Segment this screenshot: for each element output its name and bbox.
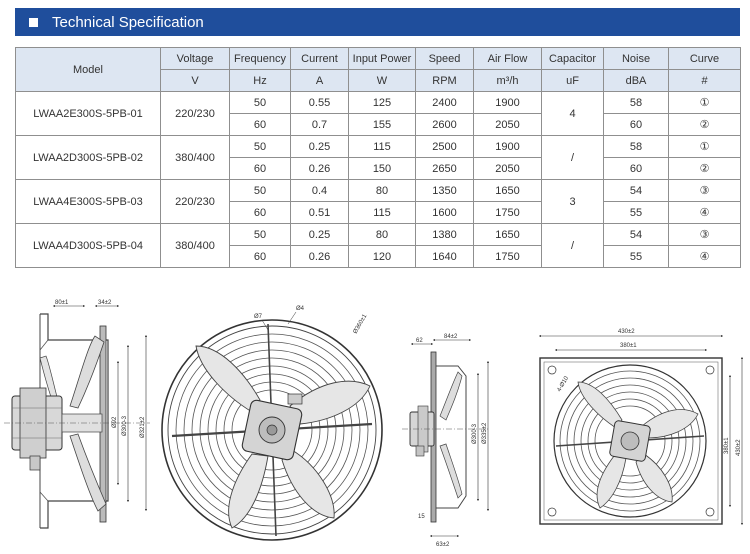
- column-header: Curve: [669, 48, 741, 70]
- side-view-plate-drawing: [402, 334, 490, 548]
- power-cell: 155: [349, 114, 416, 136]
- column-unit: m³/h: [474, 70, 542, 92]
- dim-plate-width-label: 430±2: [618, 329, 635, 335]
- speed-cell: 2500: [416, 136, 474, 158]
- curve-cell: ②: [669, 158, 741, 180]
- table-row: [16, 92, 741, 114]
- curve-cell: ①: [669, 92, 741, 114]
- airflow-cell: 2050: [474, 114, 542, 136]
- curve-cell: ②: [669, 114, 741, 136]
- table-row: [16, 180, 741, 202]
- spec-table: [15, 47, 741, 268]
- section-title: Technical Specification: [52, 13, 204, 31]
- current-cell: 0.51: [291, 202, 349, 224]
- column-header: Input Power: [349, 48, 416, 70]
- airflow-cell: 1900: [474, 92, 542, 114]
- curve-cell: ③: [669, 224, 741, 246]
- dim-hub-label: Ø92: [112, 416, 118, 428]
- front-view-drawing: [162, 306, 382, 540]
- current-cell: 0.4: [291, 180, 349, 202]
- column-header: Air Flow: [474, 48, 542, 70]
- frequency-cell: 50: [230, 92, 291, 114]
- dim-depth-label: 80±1: [55, 300, 69, 306]
- current-cell: 0.26: [291, 158, 349, 180]
- noise-cell: 54: [604, 180, 669, 202]
- dim-hole-label: Ø7: [254, 314, 263, 320]
- noise-cell: 54: [604, 224, 669, 246]
- square-plate-drawing: [540, 329, 742, 524]
- noise-cell: 60: [604, 158, 669, 180]
- column-header: Noise: [604, 48, 669, 70]
- model-cell: LWAA2E300S-5PB-01: [16, 92, 161, 136]
- airflow-cell: 1650: [474, 180, 542, 202]
- dim-mount-holes-label: 4-Ø10: [556, 375, 571, 393]
- voltage-cell: 380/400: [161, 136, 230, 180]
- table-row: [16, 136, 741, 158]
- noise-cell: 60: [604, 114, 669, 136]
- current-cell: 0.55: [291, 92, 349, 114]
- column-header: Capacitor: [542, 48, 604, 70]
- airflow-cell: 1900: [474, 136, 542, 158]
- model-cell: LWAA2D300S-5PB-02: [16, 136, 161, 180]
- dim-hole-spacing-v-label: 380±1: [724, 437, 730, 454]
- voltage-cell: 220/230: [161, 92, 230, 136]
- power-cell: 115: [349, 136, 416, 158]
- speed-cell: 1380: [416, 224, 474, 246]
- airflow-cell: 2050: [474, 158, 542, 180]
- curve-cell: ①: [669, 136, 741, 158]
- side-view-drawing: [4, 300, 150, 528]
- speed-cell: 2650: [416, 158, 474, 180]
- frequency-cell: 60: [230, 158, 291, 180]
- voltage-cell: 220/230: [161, 180, 230, 224]
- dim-hole-spacing-label: 380±1: [620, 343, 637, 349]
- capacitor-cell: /: [542, 224, 604, 268]
- power-cell: 80: [349, 180, 416, 202]
- noise-cell: 58: [604, 92, 669, 114]
- dim-plate-height-label: 430±2: [736, 439, 742, 456]
- column-header: Voltage: [161, 48, 230, 70]
- column-unit: W: [349, 70, 416, 92]
- curve-cell: ④: [669, 246, 741, 268]
- column-unit: V: [161, 70, 230, 92]
- frequency-cell: 60: [230, 202, 291, 224]
- dim-blade-dia-label: Ø300-3: [122, 415, 128, 436]
- column-unit: #: [669, 70, 741, 92]
- speed-cell: 2400: [416, 92, 474, 114]
- model-cell: LWAA4D300S-5PB-04: [16, 224, 161, 268]
- noise-cell: 55: [604, 246, 669, 268]
- column-header: Frequency: [230, 48, 291, 70]
- table-row: [16, 224, 741, 246]
- airflow-cell: 1750: [474, 246, 542, 268]
- model-cell: LWAA4E300S-5PB-03: [16, 180, 161, 224]
- column-unit: Hz: [230, 70, 291, 92]
- dim-motor-depth-label: 62: [416, 338, 423, 344]
- power-cell: 80: [349, 224, 416, 246]
- voltage-cell: 380/400: [161, 224, 230, 268]
- airflow-cell: 1750: [474, 202, 542, 224]
- frequency-cell: 50: [230, 180, 291, 202]
- column-header: Speed: [416, 48, 474, 70]
- current-cell: 0.25: [291, 224, 349, 246]
- column-unit: RPM: [416, 70, 474, 92]
- current-cell: 0.26: [291, 246, 349, 268]
- header-row-labels: [16, 48, 741, 70]
- column-unit: A: [291, 70, 349, 92]
- dim-plate-thick-label: 15: [418, 514, 425, 520]
- noise-cell: 55: [604, 202, 669, 224]
- power-cell: 150: [349, 158, 416, 180]
- technical-drawings: [0, 296, 750, 554]
- dim-ring-dia-label: Ø321±2: [140, 416, 146, 438]
- capacitor-cell: 3: [542, 180, 604, 224]
- noise-cell: 58: [604, 136, 669, 158]
- power-cell: 115: [349, 202, 416, 224]
- curve-cell: ④: [669, 202, 741, 224]
- section-header: [15, 8, 740, 36]
- airflow-cell: 1650: [474, 224, 542, 246]
- column-header: Current: [291, 48, 349, 70]
- speed-cell: 2600: [416, 114, 474, 136]
- frequency-cell: 50: [230, 136, 291, 158]
- dim-guard-depth2-label: 63±2: [436, 542, 450, 548]
- speed-cell: 1600: [416, 202, 474, 224]
- capacitor-cell: /: [542, 136, 604, 180]
- current-cell: 0.25: [291, 136, 349, 158]
- power-cell: 120: [349, 246, 416, 268]
- dim-wire-label: Ø4: [296, 306, 305, 312]
- column-header: Model: [16, 48, 161, 92]
- dim-guard-depth-label: 34±2: [98, 300, 112, 306]
- frequency-cell: 50: [230, 224, 291, 246]
- speed-cell: 1350: [416, 180, 474, 202]
- capacitor-cell: 4: [542, 92, 604, 136]
- column-unit: dBA: [604, 70, 669, 92]
- frequency-cell: 60: [230, 246, 291, 268]
- speed-cell: 1640: [416, 246, 474, 268]
- dim-guard-dia-label: Ø360±1: [352, 313, 369, 335]
- dim-blade-dia2-label: Ø300-3: [472, 423, 478, 444]
- dim-guard-dia2-label: Ø335±2: [482, 422, 488, 444]
- curve-cell: ③: [669, 180, 741, 202]
- column-unit: uF: [542, 70, 604, 92]
- power-cell: 125: [349, 92, 416, 114]
- dim-total-depth-label: 84±2: [444, 334, 458, 340]
- frequency-cell: 60: [230, 114, 291, 136]
- square-bullet-icon: [29, 18, 38, 27]
- current-cell: 0.7: [291, 114, 349, 136]
